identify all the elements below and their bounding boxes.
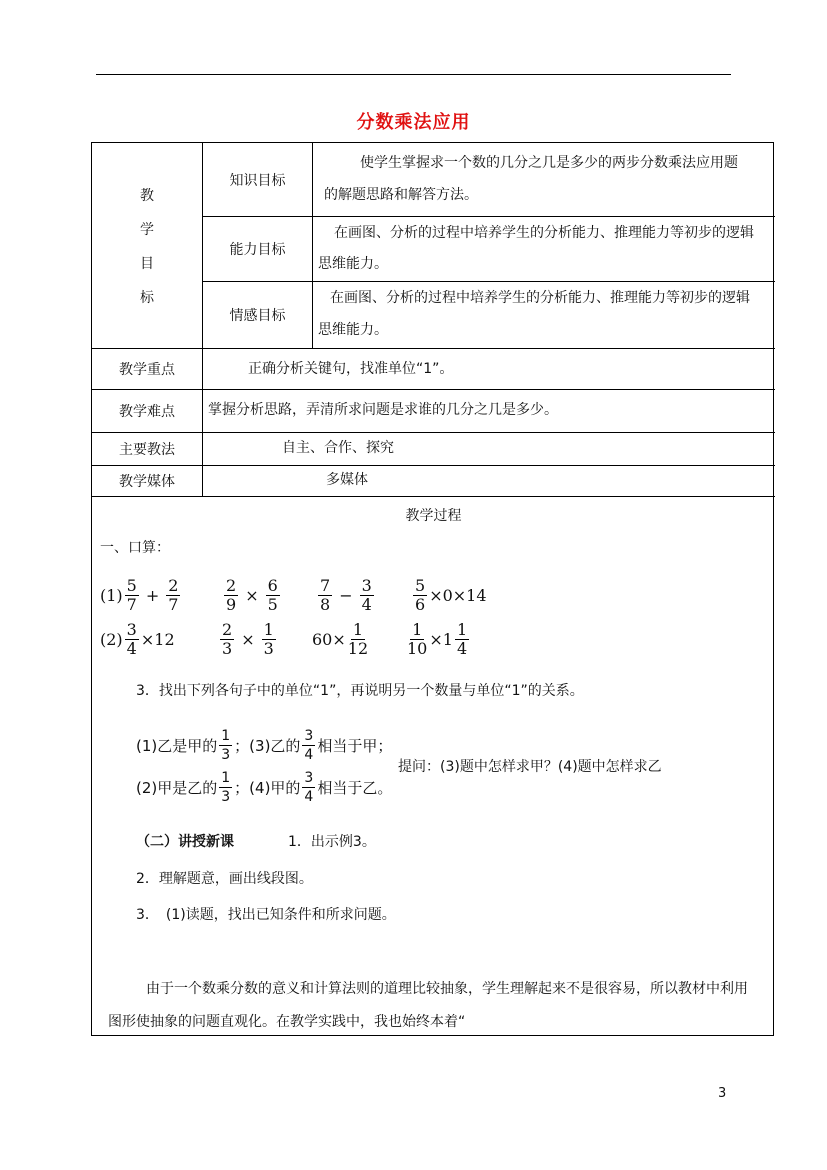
calc-6 (218, 621, 278, 658)
denominator: 8 (320, 595, 331, 614)
example-row-2 (136, 769, 392, 806)
difficulty-value: 掌握分析思路，弄清所求问题是求谁的几分之几是多少。 (208, 402, 558, 418)
calc-7 (312, 621, 370, 658)
numerator: 6 (267, 576, 278, 595)
numerator: 3 (304, 770, 314, 786)
focus-label: 教学重点 (119, 362, 175, 378)
fraction (166, 577, 180, 614)
denominator: 3 (221, 789, 231, 805)
question-3: 3．找出下列各句子中的单位“1”，再说明另一个数量与单位“1”的关系。 (136, 683, 584, 699)
fraction (125, 577, 139, 614)
numerator: 1 (412, 620, 423, 639)
objective-label-emotion: 情感目标 (229, 308, 286, 324)
fraction (220, 621, 234, 658)
calc-lead: 60× (312, 630, 346, 649)
fraction (302, 769, 315, 806)
paragraph-line: 由于一个数乘分数的意义和计算法则的道理比较抽象，学生理解起来不是很容易，所以教材中利用 (146, 981, 748, 997)
objectives-header-char: 目 (140, 256, 154, 272)
denominator: 3 (221, 747, 231, 763)
row-divider (92, 496, 775, 497)
fraction (318, 577, 332, 614)
numerator: 2 (168, 576, 179, 595)
col-divider (312, 143, 313, 348)
denominator: 7 (168, 595, 179, 614)
media-value: 多媒体 (326, 472, 368, 488)
denominator: 9 (226, 595, 237, 614)
calc-prefix: (1) (100, 586, 123, 605)
new-lesson-step-2: 2．理解题意，画出线段图。 (136, 871, 313, 887)
example-text: (2)甲是乙的 (136, 779, 218, 797)
page-number: 3 (718, 1086, 727, 1101)
fraction (125, 621, 139, 658)
followup-question: 提问：(3)题中怎样求甲？(4)题中怎样求乙 (398, 759, 662, 775)
example-text: 相当于乙。 (317, 779, 393, 797)
fraction (455, 621, 469, 658)
numerator: 5 (126, 576, 137, 595)
times-sign: × (241, 630, 255, 649)
lesson-table (91, 142, 774, 1036)
objective-text: 在画图、分析的过程中培养学生的分析能力、推理能力等初步的逻辑 (330, 290, 750, 306)
calc-4 (411, 577, 487, 614)
fraction (360, 577, 374, 614)
calc-8 (405, 621, 471, 658)
numerator: 1 (456, 620, 468, 639)
method-value: 自主、合作、探究 (282, 440, 394, 456)
objective-text: 思维能力。 (318, 322, 388, 338)
fraction (266, 577, 280, 614)
new-lesson-step-3: 3． (1)读题，找出已知条件和所求问题。 (136, 907, 396, 923)
numerator: 1 (263, 620, 274, 639)
calc-prefix: (2) (100, 630, 123, 649)
process-heading: 教学过程 (405, 508, 462, 524)
objective-text: 在画图、分析的过程中培养学生的分析能力、推理能力等初步的逻辑 (334, 225, 754, 241)
fraction (407, 621, 427, 658)
denominator: 5 (267, 595, 278, 614)
denominator: 3 (263, 639, 274, 658)
denominator: 10 (407, 639, 428, 658)
denominator: 7 (126, 595, 137, 614)
focus-value: 正确分析关键句，找准单位“1”。 (248, 361, 454, 377)
objective-text: 使学生掌握求一个数的几分之几是多少的两步分数乘法应用题 (360, 155, 738, 171)
numerator: 3 (304, 728, 314, 744)
objective-text: 思维能力。 (318, 256, 388, 272)
denominator: 4 (456, 639, 468, 658)
objective-text: 的解题思路和解答方法。 (324, 187, 478, 203)
calc-1 (100, 577, 182, 614)
page-title: 分数乘法应用 (356, 112, 471, 133)
numerator: 3 (126, 620, 137, 639)
calc-5 (100, 621, 175, 658)
denominator: 3 (222, 639, 233, 658)
numerator: 5 (415, 576, 426, 595)
fraction (224, 577, 238, 614)
objectives-header-char: 教 (140, 188, 154, 204)
difficulty-label: 教学难点 (119, 404, 175, 420)
numerator: 3 (361, 576, 372, 595)
paragraph-line: 图形使抽象的问题直观化。在教学实践中，我也始终本着“ (108, 1014, 466, 1030)
numerator: 2 (226, 576, 237, 595)
calc-tail: ×12 (140, 630, 175, 649)
minus-sign: − (339, 586, 353, 605)
numerator: 2 (222, 620, 233, 639)
header-rule (96, 74, 731, 75)
objectives-header-char: 标 (140, 290, 154, 306)
example-text: ；(3)乙的 (234, 737, 301, 755)
example-row-1 (136, 727, 392, 764)
numerator: 1 (221, 770, 231, 786)
example-text: 相当于甲； (317, 737, 393, 755)
denominator: 4 (304, 789, 314, 805)
section-new-lesson: （二）讲授新课 (136, 834, 234, 850)
numerator: 1 (221, 728, 231, 744)
example-text: (1)乙是甲的 (136, 737, 218, 755)
section-oral-calc: 一、口算： (100, 540, 170, 556)
numerator: 7 (320, 576, 331, 595)
media-label: 教学媒体 (119, 474, 175, 490)
denominator: 6 (415, 595, 426, 614)
calc-2 (222, 577, 282, 614)
objectives-header-char: 学 (140, 222, 154, 238)
fraction (219, 727, 232, 764)
example-text: ；(4)甲的 (234, 779, 301, 797)
new-lesson-step-1: 1．出示例3。 (288, 834, 376, 850)
fraction (348, 621, 368, 658)
objective-label-knowledge: 知识目标 (229, 172, 286, 189)
times-sign: × (245, 586, 259, 605)
denominator: 4 (126, 639, 137, 658)
fraction (413, 577, 427, 614)
fraction (262, 621, 276, 658)
denominator: 4 (304, 747, 314, 763)
numerator: 1 (352, 620, 364, 639)
objective-label-ability: 能力目标 (229, 242, 286, 258)
calc-3 (316, 577, 376, 614)
calc-mixed: ×1 (429, 630, 453, 649)
calc-tail: ×0×14 (429, 586, 487, 605)
method-label: 主要教法 (119, 442, 175, 458)
denominator: 12 (347, 639, 369, 658)
fraction (302, 727, 315, 764)
denominator: 4 (361, 595, 372, 614)
fraction (219, 769, 232, 806)
plus-sign: + (145, 586, 160, 605)
